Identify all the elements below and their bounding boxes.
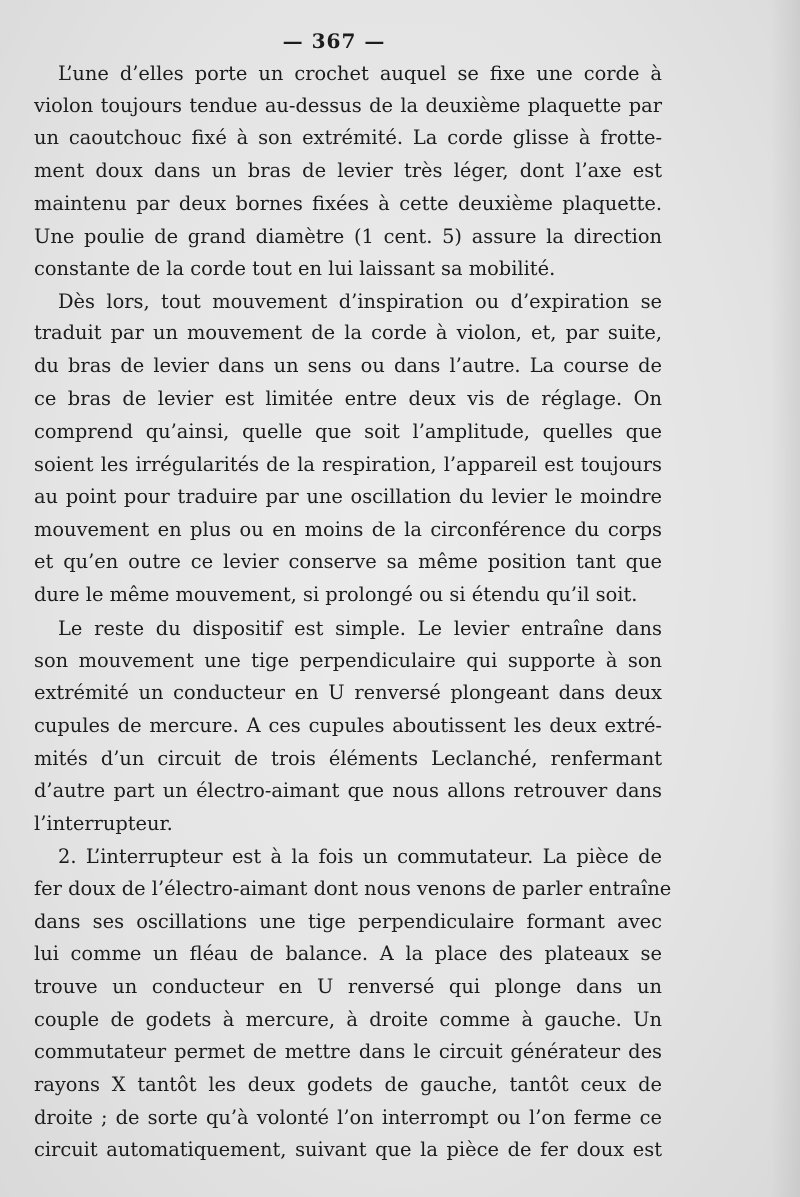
text-line: L’une d’elles porte un crochet auquel se fixe une corde à [58,62,662,85]
text-line: traduit par un mouvement de la corde à violon, et, par suite, [34,321,662,344]
text-line: comprend qu’ainsi, quelle que soit l’amplitude, quelles que [34,420,662,443]
text-line: Une poulie de grand diamètre (1 cent. 5) assure la direction [34,225,662,248]
text-line: fer doux de l’électro-aimant dont nous venons de parler entraîne [34,877,672,900]
text-line: ce bras de levier est limitée entre deux vis de réglage. On [34,387,662,410]
text-line: droite ; de sorte qu’à volonté l’on interrompt ou l’on ferme ce [34,1106,662,1129]
text-line: dure le même mouvement, si prolongé ou si étendu qu’il soit. [34,583,638,606]
text-line: un caoutchouc fixé à son extrémité. La corde glisse à frotte- [34,126,662,149]
text-line: 2. L’interrupteur est à la fois un commutateur. La pièce de [58,845,662,868]
text-line: dans ses oscillations une tige perpendiculaire formant avec [34,910,662,933]
text-line: d’autre part un électro-aimant que nous allons retrouver dans [34,779,662,802]
text-line: mités d’un circuit de trois éléments Leclanché, renfermant [34,747,662,770]
text-line: mouvement en plus ou en moins de la circonférence du corps [34,518,662,541]
text-line: soient les irrégularités de la respiration, l’appareil est toujours [34,453,662,476]
text-line: violon toujours tendue au-dessus de la deuxième plaquette par [34,94,662,117]
text-line: maintenu par deux bornes fixées à cette deuxième plaquette. [34,192,662,215]
text-line: son mouvement une tige perpendiculaire qui supporte à son [34,649,662,672]
text-line: cupules de mercure. A ces cupules aboutissent les deux extré- [34,714,662,737]
text-line: trouve un conducteur en U renversé qui plonge dans un [34,975,662,998]
text-line: lui comme un fléau de balance. A la place des plateaux se [34,942,662,965]
text-line: constante de la corde tout en lui laissant sa mobilité. [34,257,556,280]
text-line: commutateur permet de mettre dans le circuit générateur des [34,1040,662,1063]
text-line: l’interrupteur. [34,812,173,835]
text-line: et qu’en outre ce levier conserve sa même position tant que [34,550,662,573]
text-line: ment doux dans un bras de levier très léger, dont l’axe est [34,159,662,182]
text-line: circuit automatiquement, suivant que la pièce de fer doux est [34,1138,662,1161]
text-line: Le reste du dispositif est simple. Le levier entraîne dans [58,617,662,640]
text-line: extrémité un conducteur en U renversé plongeant dans deux [34,681,662,704]
text-line: au point pour traduire par une oscillation du levier le moindre [34,485,662,508]
page-number: — 367 — [282,29,386,53]
text-line: rayons X tantôt les deux godets de gauche, tantôt ceux de [34,1073,662,1096]
text-line: du bras de levier dans un sens ou dans l’autre. La course de [34,354,662,377]
text-line: Dès lors, tout mouvement d’inspiration ou d’expiration se [58,290,662,313]
text-line: couple de godets à mercure, à droite comme à gauche. Un [34,1008,662,1031]
